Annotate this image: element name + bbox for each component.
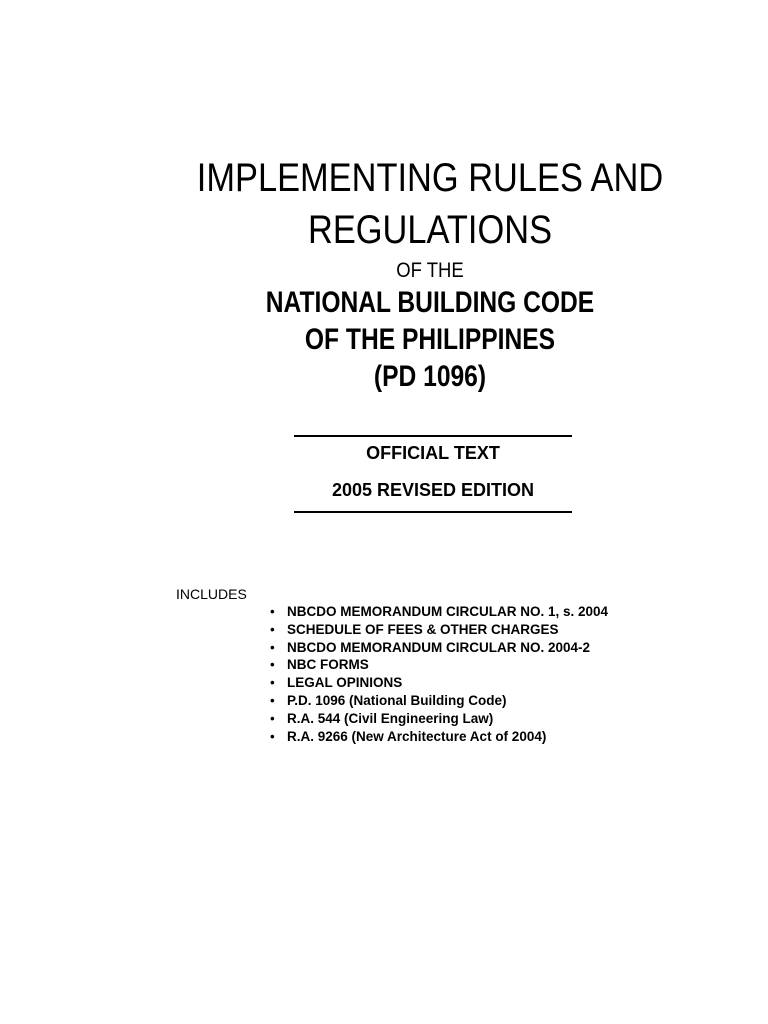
list-item	[270, 692, 608, 710]
official-text-label: OFFICIAL TEXT	[366, 443, 500, 463]
list-item-text: NBCDO MEMORANDUM CIRCULAR NO. 2004-2	[287, 639, 591, 655]
list-item-text: R.A. 544 (Civil Engineering Law)	[287, 710, 494, 726]
title-line-4: NATIONAL BUILDING CODE	[265, 286, 595, 319]
list-item	[270, 674, 608, 692]
title-block	[0, 152, 768, 395]
list-item	[270, 728, 608, 746]
list-item	[270, 710, 608, 728]
list-item-text: P.D. 1096 (National Building Code)	[287, 692, 507, 708]
bullet-icon: •	[270, 692, 275, 708]
includes-list	[270, 603, 608, 745]
bullet-icon: •	[270, 604, 275, 619]
bullet-icon: •	[270, 728, 275, 744]
divider-bottom	[294, 511, 572, 513]
title-line-3: OF THE	[396, 259, 464, 282]
revised-edition-label: 2005 REVISED EDITION	[331, 480, 535, 500]
includes-label: INCLUDES	[176, 586, 247, 602]
bullet-icon: •	[270, 639, 275, 655]
list-item	[270, 603, 608, 621]
divider-top	[294, 435, 572, 437]
list-item	[270, 656, 608, 674]
title-line-6: (PD 1096)	[373, 360, 487, 393]
bullet-icon: •	[270, 675, 275, 691]
title-line-5: OF THE PHILIPPINES	[304, 323, 556, 356]
list-item-text: SCHEDULE OF FEES & OTHER CHARGES	[287, 621, 559, 637]
list-item-text: R.A. 9266 (New Architecture Act of 2004)	[287, 728, 547, 744]
list-item	[270, 621, 608, 639]
list-item-text: NBCDO MEMORANDUM CIRCULAR NO. 1, s. 2004	[287, 604, 609, 619]
list-item	[270, 639, 608, 657]
bullet-icon: •	[270, 621, 275, 637]
list-item-text: NBC FORMS	[287, 657, 369, 673]
list-item-text: LEGAL OPINIONS	[287, 675, 403, 691]
bullet-icon: •	[270, 657, 275, 673]
bullet-icon: •	[270, 710, 275, 726]
title-line-1: IMPLEMENTING RULES AND	[196, 156, 664, 200]
title-line-2: REGULATIONS	[307, 208, 553, 252]
